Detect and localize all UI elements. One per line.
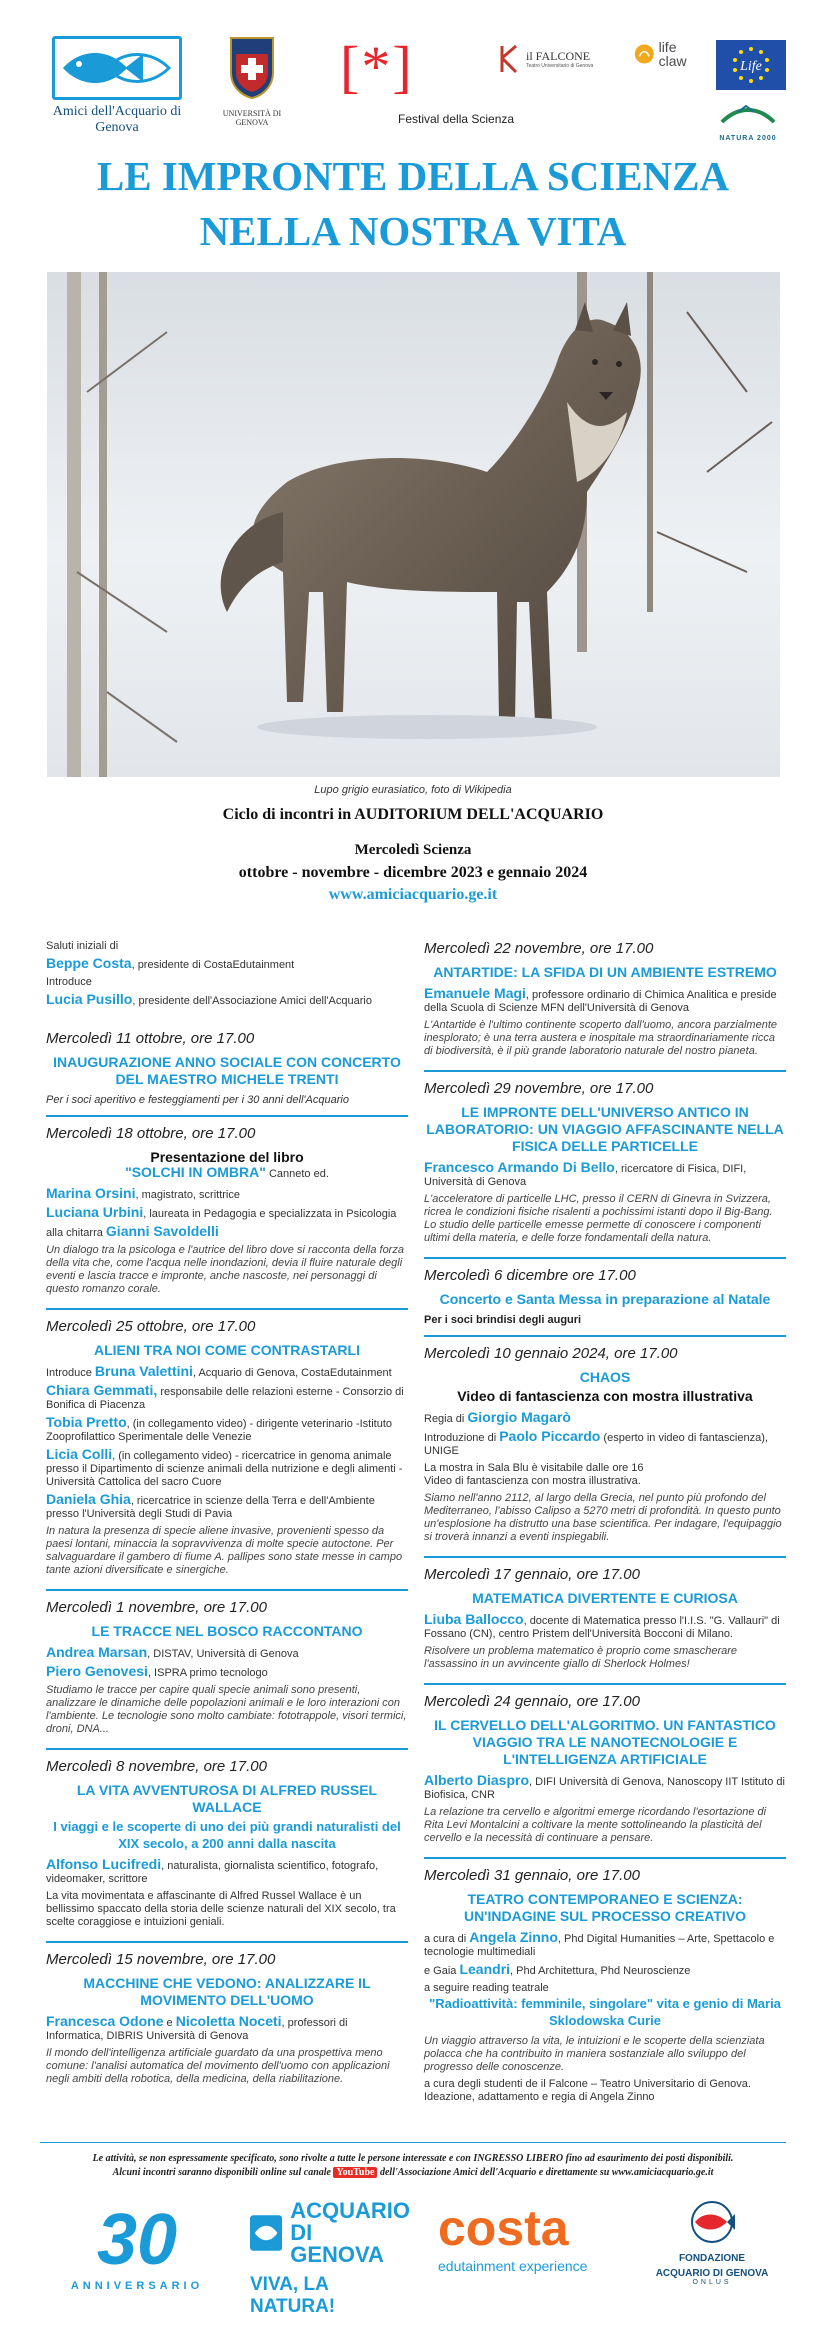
event-date: Mercoledì 29 novembre, ore 17.00 — [424, 1080, 654, 1097]
event-25-oct — [46, 1318, 408, 1591]
speaker-name: Emanuele Magi — [424, 985, 526, 1001]
unige-logo — [212, 34, 292, 127]
event-6-dec — [424, 1267, 786, 1337]
speaker-name: Lucia Pusillo — [46, 991, 133, 1007]
event-note: Per i soci aperitivo e festeggiamenti per i 30 anni dell'Acquario — [46, 1094, 349, 1106]
speaker-prefix: e Gaia — [424, 1965, 460, 1977]
speaker-role: , naturalista, giornalista scientifico, fotografo, videomaker, scrittore — [46, 1860, 379, 1885]
speaker-role: , magistrato, scrittrice — [135, 1189, 240, 1201]
event-info-line: Video di fantascienza con mostra illustrativa. — [424, 1475, 641, 1487]
speaker-name: Francesca Odone — [46, 2013, 164, 2029]
website-link[interactable]: www.amiciacquario.ge.it — [328, 886, 498, 903]
event-date: Mercoledì 11 ottobre, ore 17.00 — [46, 1030, 255, 1047]
event-title: ALIENI TRA NOI COME CONTRASTARLI — [94, 1342, 360, 1358]
speaker-role: , docente di Matematica presso l'I.I.S. "G. Vallauri" di Fossano (CN), centro Pristem dell'Università Bocconi di Milano. — [424, 1615, 780, 1640]
event-description: Un dialogo tra la psicologa e l'autrice del libro dove si racconta della forza della vita che, come l'acqua nelle inondazioni, devia il fluire naturale degli eventi e lascia tracce e impronte, anche nascoste, nei personaggi di questo romanzo corale. — [46, 1244, 404, 1295]
event-title: MACCHINE CHE VEDONO: ANALIZZARE IL MOVIMENTO DELL'UOMO — [83, 1975, 371, 2008]
costa-name: costa — [438, 2200, 569, 2256]
speaker-name: Bruna Valettini — [94, 1363, 193, 1379]
event-title: LE TRACCE NEL BOSCO RACCONTANO — [91, 1623, 363, 1639]
event-subtitle: I viaggi e le scoperte di uno dei più grandi naturalisti del XIX secolo, a 200 anni dalla nascita — [53, 1819, 401, 1851]
event-title: LE IMPRONTE DELL'UNIVERSO ANTICO IN LABORATORIO: UN VIAGGIO AFFASCINANTE NELLA FISICA DELLE PARTICELLE — [426, 1104, 784, 1154]
fondazione-name-2: ACQUARIO DI GENOVA — [655, 2268, 769, 2279]
event-info-line: a cura degli studenti de il Falcone – Teatro Universitario di Genova. — [424, 2078, 751, 2090]
event-description: L'acceleratore di particelle LHC, presso il CERN di Ginevra in Svizzera, ricrea le condizioni fisiche risalenti a pochissimi istanti dopo il Big-Bang. Lo studio delle particelle emesse permette di conoscere i componenti ultimi della materia, e delle forze fondamentali della natura. — [424, 1193, 773, 1244]
event-kicker: Presentazione del libro — [150, 1149, 304, 1165]
speaker-role: , (in collegamento video) - ricercatrice in genoma animale presso il Dipartimento di scienze animali della nutrizione e degli alimenti - Università Cattolica del sacro Cuore — [46, 1450, 403, 1488]
director-label: Regia di — [424, 1413, 468, 1425]
speaker-role: , professore ordinario di Chimica Analitica e preside della Scuola di Scienze MFN dell'Università di Genova — [424, 989, 777, 1014]
speaker-role: , Phd Architettura, Phd Neuroscienze — [510, 1965, 691, 1977]
speaker-name: Daniela Ghia — [46, 1491, 131, 1507]
book-title: "SOLCHI IN OMBRA" — [125, 1164, 266, 1180]
speaker-name: Tobia Pretto — [46, 1414, 127, 1430]
speaker-name: Alberto Diaspro — [424, 1772, 530, 1788]
event-info-line: a seguire reading teatrale — [424, 1982, 549, 1994]
event-date: Mercoledì 1 novembre, ore 17.00 — [46, 1599, 267, 1616]
event-1-nov — [46, 1599, 408, 1750]
event-date: Mercoledì 18 ottobre, ore 17.00 — [46, 1125, 256, 1142]
falcone-logo — [498, 44, 628, 74]
acquario-fish-icon — [250, 2211, 282, 2255]
event-title: INAUGURAZIONE ANNO SOCIALE CON CONCERTO DEL MAESTRO MICHELE TRENTI — [53, 1054, 401, 1087]
speaker-name: Piero Genovesi — [46, 1663, 148, 1679]
right-column — [424, 940, 786, 2120]
speaker-name: Chiara Gemmati, — [46, 1382, 158, 1398]
speaker-name: Paolo Piccardo — [499, 1428, 601, 1444]
event-date: Mercoledì 22 novembre, ore 17.00 — [424, 940, 654, 957]
youtube-badge[interactable]: YouTube — [333, 2167, 377, 2178]
event-description: La relazione tra cervello e algoritmi emerge ricordando l'esortazione di Rita Levi Montalcini a coltivare la mente sottolineando la plasticità del cervello e la necessità di continuare a pensare. — [424, 1806, 767, 1844]
speaker-name: Liuba Ballocco — [424, 1611, 524, 1627]
speaker-role: , Phd Digital Humanities – Arte, Spettacolo e tecnologie multimediali — [424, 1933, 775, 1958]
lifeclaw-text: life claw — [658, 39, 687, 69]
natura-birds-icon — [718, 100, 778, 130]
amici-acquario-logo — [52, 36, 182, 136]
costa-tagline: edutainment experience — [438, 2258, 588, 2274]
event-title: TEATRO CONTEMPORANEO E SCIENZA: UN'INDAGINE SUL PROCESSO CREATIVO — [463, 1891, 747, 1924]
event-date: Mercoledì 8 novembre, ore 17.00 — [46, 1758, 267, 1775]
event-date: Mercoledì 24 gennaio, ore 17.00 — [424, 1693, 640, 1710]
event-date: Mercoledì 25 ottobre, ore 17.00 — [46, 1318, 256, 1335]
event-29-nov — [424, 1080, 786, 1259]
event-description: Studiamo le tracce per capire quali specie animali sono presenti, analizzare le dinamiche delle popolazioni animali e le loro interazioni con l'ambiente. Le tecnologie sono molto cambiate: fototrappole, visori termici, droni, DNA... — [46, 1684, 407, 1735]
event-title: ANTARTIDE: LA SFIDA DI UN AMBIENTE ESTREMO — [433, 964, 777, 980]
festival-bracket-mark: [*] — [340, 34, 414, 99]
speaker-name: Alfonso Lucifredi — [46, 1856, 162, 1872]
footer-line-1: Le attività, se non espressamente specificato, sono rivolte a tutte le persone interessate e con INGRESSO LIBERO fino ad esaurimento dei posti disponibili. — [92, 2153, 734, 2164]
fondazione-acquario-logo — [652, 2200, 772, 2286]
speaker-role: , Acquario di Genova, CostaEdutainment — [192, 1367, 392, 1379]
book-publisher: Canneto ed. — [265, 1168, 329, 1180]
falcone-text: il FALCONE — [526, 48, 591, 63]
festival-scienza-logo — [340, 34, 520, 126]
event-info-line: La mostra in Sala Blu è visitabile dalle ore 16 — [424, 1462, 644, 1474]
speaker-role: (esperto in video di fantascienza), UNIGE — [424, 1432, 768, 1457]
event-description: Siamo nell'anno 2112, al largo della Grecia, nel punto più profondo del Mediterraneo, l'abisso Calipso a 5270 metri di profondità. In questo punto un'esplosione ha distrutto una base scientifica. Per indagare, l'equipaggio si troverà innanzi a eventi inspiegabili. — [424, 1492, 782, 1543]
anniversary-number: 30 — [96, 2200, 178, 2280]
event-15-nov — [46, 1951, 408, 2098]
acquario-genova-logo — [250, 2200, 410, 2318]
speaker-name: Angela Zinno — [469, 1929, 558, 1945]
speaker-name: Luciana Urbini — [46, 1204, 144, 1220]
curated-label: a cura di — [424, 1933, 470, 1945]
fondazione-name-1: FONDAZIONE — [678, 2253, 746, 2264]
period-line: ottobre - novembre - dicembre 2023 e gennaio 2024 — [238, 864, 588, 881]
event-8-nov — [46, 1758, 408, 1943]
event-18-oct — [46, 1125, 408, 1310]
natura-2000-logo — [710, 100, 786, 142]
event-title: LA VITA AVVENTUROSA DI ALFRED RUSSEL WALLACE — [76, 1782, 378, 1815]
event-24-jan — [424, 1693, 786, 1859]
event-22-nov — [424, 940, 786, 1072]
speaker-role: , presidente dell'Associazione Amici dell'Acquario — [132, 995, 372, 1007]
speaker-role: , ISPRA primo tecnologo — [147, 1667, 268, 1679]
greetings-label: Saluti iniziali di — [46, 940, 119, 952]
footer-note — [40, 2152, 786, 2180]
event-date: Mercoledì 10 gennaio 2024, ore 17.00 — [424, 1345, 678, 1362]
speaker-name: Marina Orsini — [46, 1185, 136, 1201]
reading-title: "Radioattività: femminile, singolare" vita e genio di Maria Sklodowska Curie — [429, 1996, 781, 2028]
acquario-name-1: ACQUARIO — [290, 2198, 410, 2223]
event-title: IL CERVELLO DELL'ALGORITMO. UN FANTASTICO VIAGGIO TRA LE NANOTECNOLOGIE E L'INTELLIGENZA ARTIFICIALE — [434, 1717, 776, 1767]
event-date: Mercoledì 17 gennaio, ore 17.00 — [424, 1566, 640, 1583]
natura-text: NATURA 2000 — [719, 135, 777, 142]
costa-edutainment-logo — [438, 2200, 638, 2274]
speaker-role: , (in collegamento video) - dirigente veterinario -Istituto Zooprofilattico Sperimentale delle Venezie — [46, 1418, 392, 1443]
event-31-jan — [424, 1867, 786, 2112]
fish-icon — [52, 36, 182, 100]
speaker-name: Leandri — [459, 1961, 511, 1977]
speaker-conjunction: e — [163, 2017, 176, 2029]
event-description: La vita movimentata e affascinante di Alfred Russel Wallace è un bellissimo spaccato della storia delle scienze naturali del XIX secolo, tra scelte coraggiose e intuizioni geniali. — [46, 1890, 396, 1928]
acquario-name-2: DI GENOVA — [290, 2220, 384, 2267]
eu-life-logo — [716, 40, 786, 90]
festival-text: Festival della Scienza — [398, 112, 515, 126]
cycle-line: Ciclo di incontri in AUDITORIUM DELL'ACQUARIO — [222, 806, 604, 823]
event-title: Concerto e Santa Messa in preparazione al Natale — [439, 1291, 771, 1307]
event-description: Un viaggio attraverso la vita, le intuizioni e le scoperte della scienziata polacca che ha contribuito in maniera sostanziale allo sviluppo del progresso delle conoscenze. — [424, 2035, 765, 2073]
wolf-image — [47, 272, 780, 777]
speaker-role: , ricercatrice in scienze della Terra e dell'Ambiente presso l'Università degli Studi di Pavia — [46, 1495, 375, 1520]
anniversary-label: ANNIVERSARIO — [70, 2280, 204, 2292]
day-line: Mercoledì Scienza — [354, 842, 472, 858]
greetings-block — [46, 940, 408, 1022]
introduce-label: Introduzione di — [424, 1432, 500, 1444]
event-17-jan — [424, 1566, 786, 1685]
fondazione-onlus: ONLUS — [692, 2279, 732, 2286]
event-date: Mercoledì 6 dicembre ore 17.00 — [424, 1267, 636, 1284]
event-info-line: Ideazione, adattamento e regia di Angela Zinno — [424, 2091, 655, 2103]
falcone-icon — [498, 44, 520, 74]
speaker-name: Gianni Savoldelli — [105, 1223, 219, 1239]
speaker-role: , DIFI Università di Genova, Nanoscopy IIT Istituto di Biofisica, CNR — [424, 1776, 785, 1801]
event-date: Mercoledì 15 novembre, ore 17.00 — [46, 1951, 276, 1968]
event-title: MATEMATICA DIVERTENTE E CURIOSA — [472, 1590, 738, 1606]
speaker-name: Licia Colli — [46, 1446, 113, 1462]
wolf-photo — [47, 272, 780, 777]
thirty-anniversary-logo — [62, 2200, 212, 2292]
event-subtitle: Video di fantascienza con mostra illustrativa — [457, 1388, 753, 1404]
page-title-line-2: NELLA NOSTRA VITA — [199, 208, 627, 254]
event-description: Risolvere un problema matematico è proprio come smascherare l'assassino in un avvincente giallo di Sherlock Holmes! — [424, 1645, 738, 1670]
event-description: Il mondo dell'intelligenza artificiale guardato da una prospettiva meno comune: l'analisi automatica del movimento dell'uomo con applicazioni negli ambiti della robotica, della medicina, della riabilitazione. — [46, 2047, 390, 2085]
footer-divider — [40, 2142, 786, 2143]
acquario-slogan: VIVA, LA NATURA! — [250, 2274, 336, 2317]
event-note: Per i soci brindisi degli auguri — [424, 1314, 582, 1326]
speaker-prefix: alla chitarra — [46, 1227, 106, 1239]
speaker-name: Francesco Armando Di Bello — [424, 1159, 615, 1175]
speaker-role: , presidente di CostaEdutainment — [131, 959, 295, 971]
speaker-role: , laureata in Pedagogia e specializzata in Psicologia — [143, 1208, 397, 1220]
event-10-jan — [424, 1345, 786, 1558]
speaker-name: Nicoletta Noceti — [175, 2013, 282, 2029]
header-logos — [40, 30, 786, 150]
eu-stars-icon — [721, 43, 781, 87]
crayfish-icon — [634, 41, 655, 67]
unige-crest-icon — [227, 34, 277, 100]
speaker-role: responsabile delle relazioni esterne - Consorzio di Bonifica di Piacenza — [46, 1386, 404, 1411]
event-description: L'Antartide è l'ultimo continente scoperto dall'uomo, ancora parzialmente inesplorato; è una terra austera e inospitale ma straordinariamente ricca di biodiversità, è il più grande laboratorio naturale del nostro pianeta. — [424, 1019, 777, 1057]
eu-life-text: Life — [740, 59, 762, 74]
event-title: CHAOS — [579, 1369, 631, 1385]
event-description: In natura la presenza di specie aliene invasive, provenienti spesso da paesi lontani, minaccia la sopravvivenza di molte specie autoctone. Per salvaguardare il gambero di fiume A. pallipes sono state messe in campo tante azioni diversificate e sinergiche. — [46, 1525, 403, 1576]
event-date: Mercoledì 31 gennaio, ore 17.00 — [424, 1867, 640, 1884]
amici-logo-text: Amici dell'Acquario di Genova — [52, 104, 182, 135]
speaker-name: Giorgio Magarò — [467, 1409, 571, 1425]
introduce-label: Introduce — [46, 976, 92, 988]
photo-caption: Lupo grigio eurasiatico, foto di Wikipedia — [314, 784, 512, 796]
sponsor-logos — [40, 2198, 786, 2317]
footer-line-2a: Alcuni incontri saranno disponibili online sul canale — [112, 2167, 334, 2178]
speaker-role: , professori di Informatica, DIBRIS Università di Genova — [46, 2017, 348, 2042]
left-column — [46, 940, 408, 2106]
page-title-line-1: LE IMPRONTE DELLA SCIENZA — [96, 153, 730, 199]
fondazione-fish-icon — [677, 2200, 747, 2244]
lifeclaw-logo — [634, 40, 698, 68]
speaker-name: Andrea Marsan — [46, 1644, 148, 1660]
event-11-oct — [46, 1030, 408, 1117]
introduce-label: Introduce — [46, 1367, 95, 1379]
speaker-role: , DISTAV, Università di Genova — [147, 1648, 299, 1660]
falcone-subtext: Teatro Universitario di Genova — [526, 62, 594, 69]
footer-line-2b: dell'Associazione Amici dell'Acquario e direttamente su www.amiciacquario.ge.it — [379, 2167, 714, 2178]
speaker-role: , ricercatore di Fisica, DIFI, Università di Genova — [424, 1163, 747, 1188]
speaker-name: Beppe Costa — [46, 955, 132, 971]
unige-text: UNIVERSITÀ DI GENOVA — [222, 109, 282, 127]
